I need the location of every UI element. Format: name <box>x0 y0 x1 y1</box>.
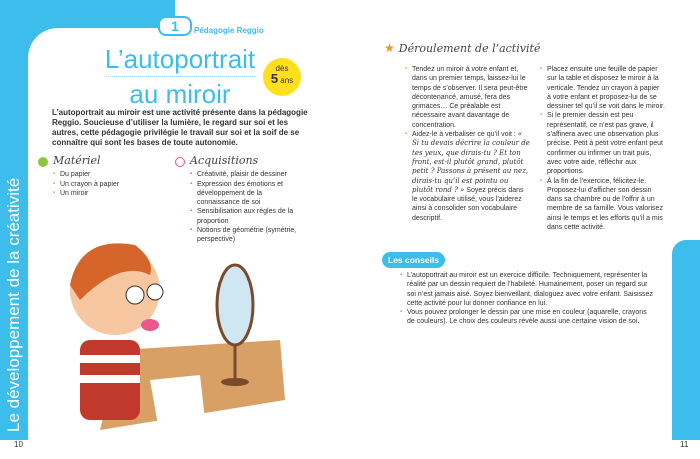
deroulement-title: Déroulement de l’activité <box>398 42 541 55</box>
age-number: 5 <box>270 71 279 86</box>
list-item: ▪ Un miroir <box>53 189 158 198</box>
conseils-section <box>400 268 655 327</box>
list-item: ▪ Vous pouvez prolonger le dessin par une mise en couleur (aquarelle, crayons de couleurs). Le choix des couleurs révèle aussi une certaine vision de soi. <box>400 308 655 327</box>
activity-number: 1 <box>158 16 192 36</box>
deroulement-col1 <box>405 62 530 223</box>
list-item: ▪ Expression des émotions et développement de la connaissance de soi <box>190 180 305 208</box>
conseils-title: Les conseils <box>382 252 445 268</box>
materiel-title: Matériel <box>53 154 101 167</box>
star-icon: ★ <box>384 41 395 55</box>
quote-intro: Aidez-le à verbaliser ce qu’il voit : <box>412 131 516 139</box>
list-item: ▪ Créativité, plaisir de dessiner <box>190 170 305 179</box>
quote-text: « Si tu devais décrire la couleur de tes yeux, que dirais-tu ? Et ton front, est-il plutôt grand, plutôt petit ? Passons à présent au nez, dirais-tu qu’il est pointu ou plutôt rond ? » <box>412 130 530 194</box>
page-number-right: 11 <box>680 440 689 449</box>
list-item: ▪ Notions de géométrie (symétrie, perspective) <box>190 226 305 245</box>
list-item: ▪ L’autoportrait au miroir est un exercice difficile. Techniquement, représenter la réalité par un dessin requiert de l’habileté. Humainement, poser un regard sur soi n’est jamais aisé. Soyez bienveillant, dialoguez avec votre enfant. Saisissez cette activité pour lui donner confiance en lui. <box>400 271 655 308</box>
age-prefix: dès <box>275 64 289 73</box>
child-mirror-illustration <box>40 230 290 430</box>
pedagogy-label: Pédagogie Reggio <box>194 26 264 35</box>
quote-end: Soyez précis dans le vocabulaire utilisé, vous l’aiderez ainsi à consolider son vocabulaire descriptif. <box>412 186 524 222</box>
list-item <box>405 130 530 223</box>
right-band <box>672 240 700 440</box>
materiel-section <box>38 156 158 198</box>
page-title <box>100 42 260 112</box>
list-item: ▪ Si le premier dessin est peu représentatif, ce n’est pas grave, il s’affinera avec une observation plus précise. Petit à petit votre enfant peut confirmer ou infirmer un trait puis, avec votre aide, réfléchir aux proportions. <box>540 111 665 176</box>
list-item: ▪ Placez ensuite une feuille de papier sur la table et disposez le miroir à la verticale. Tendez un crayon à papier à votre enfant et proposez-lui de se dessiner tel qu’il se voit dans le miroir. <box>540 65 665 111</box>
page-number-left: 10 <box>14 440 23 449</box>
list-item: ▪ Tendez un miroir à votre enfant et, dans un premier temps, laissez-lui le temps de s’observer. Il sera peut-être décontenancé, amusé, fera des grimaces… Ce préalable est nécessaire avant davantage de concentration. <box>405 65 530 130</box>
acquisitions-title: Acquisitions <box>190 154 259 167</box>
age-badge <box>263 58 301 96</box>
list-item: ▪ Un crayon à papier <box>53 180 158 189</box>
target-icon <box>175 157 185 167</box>
chapter-title: Le développement de la créativité <box>4 177 23 432</box>
materiel-icon <box>38 157 48 167</box>
title-line-1: L’autoportrait <box>105 42 255 77</box>
deroulement-col2 <box>540 62 665 232</box>
list-item: ▪ Du papier <box>53 170 158 179</box>
list-item: ▪ Sensibilisation aux règles de la proportion <box>190 207 305 226</box>
age-suffix: ans <box>280 76 294 85</box>
list-item: ▪ À la fin de l’exercice, félicitez-le. Proposez-lui d’afficher son dessin dans sa chambre ou de l’offrir à un membre de sa famille. Vous valorisez ainsi le temps et les efforts qu’il a mis dans cette activité. <box>540 177 665 233</box>
title-line-2: au miroir <box>129 77 230 112</box>
intro-paragraph: L’autoportrait au miroir est une activité présente dans la pédagogie Reggio. Soucieuse d’utiliser la lumière, le regard sur soi et les autres, cette pédagogie privilégie le travail sur soi et la soif de se connaître qui sont les bases de toute autonomie. <box>52 108 308 147</box>
deroulement-section <box>384 41 684 55</box>
